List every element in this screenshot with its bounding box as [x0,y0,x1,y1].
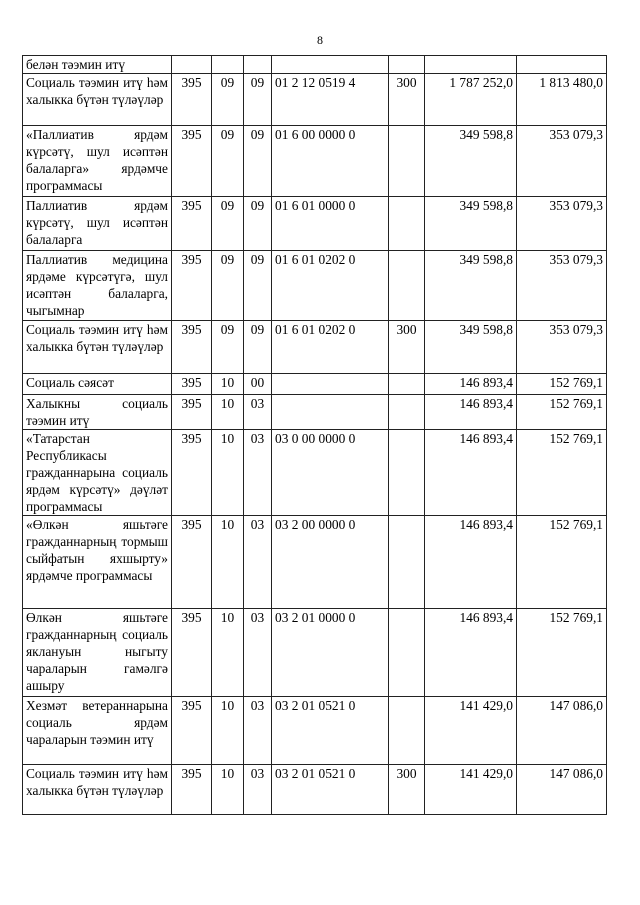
row-name: Паллиатив медицина ярдәме күрсәтүгә, шул исәптән балаларга, чыгымнар [23,251,172,321]
subsection-code: 00 [244,374,272,395]
ministry-code: 395 [172,197,212,251]
amount-year-1: 146 893,4 [425,609,517,697]
table-row [23,516,607,609]
ministry-code: 395 [172,374,212,395]
row-name: Социаль тәэмин итү һәм халыкка бүтән түләүләр [23,321,172,374]
row-name: белән тәэмин итү [23,56,172,74]
target-article-code: 01 2 12 0519 4 [272,74,389,126]
subsection-code: 09 [244,251,272,321]
table-row [23,321,607,374]
target-article-code [272,56,389,74]
subsection-code: 09 [244,126,272,197]
row-name: Паллиатив ярдәм күрсәтү, шул исәптән балаларга [23,197,172,251]
table-row [23,609,607,697]
target-article-code: 01 6 01 0202 0 [272,321,389,374]
ministry-code [172,56,212,74]
section-code: 09 [212,126,244,197]
ministry-code: 395 [172,430,212,516]
table-row [23,765,607,815]
row-name: «Өлкән яшьтәге гражданнарның тормыш сыйфатын яхшырту» ярдәмче программасы [23,516,172,609]
expense-type-code [389,374,425,395]
subsection-code: 09 [244,197,272,251]
row-name: «Татарстан Республикасы гражданнарына социаль ярдәм күрсәтү» дәүләт программасы [23,430,172,516]
expense-type-code [389,697,425,765]
target-article-code [272,374,389,395]
table-row [23,251,607,321]
amount-year-2: 152 769,1 [517,609,607,697]
amount-year-2: 152 769,1 [517,430,607,516]
expense-type-code: 300 [389,321,425,374]
target-article-code [272,395,389,430]
expense-type-code [389,609,425,697]
section-code: 10 [212,516,244,609]
target-article-code: 03 2 01 0521 0 [272,697,389,765]
target-article-code: 03 2 01 0521 0 [272,765,389,815]
amount-year-1: 349 598,8 [425,251,517,321]
target-article-code: 01 6 00 0000 0 [272,126,389,197]
amount-year-1: 141 429,0 [425,697,517,765]
amount-year-2: 353 079,3 [517,251,607,321]
expense-type-code [389,395,425,430]
expense-type-code: 300 [389,74,425,126]
table-row [23,697,607,765]
row-name: Өлкән яшьтәге гражданнарның социаль яклануын ныгыту чараларын гамәлгә ашыру [23,609,172,697]
expense-type-code [389,251,425,321]
section-code: 09 [212,321,244,374]
subsection-code: 09 [244,74,272,126]
target-article-code: 03 2 01 0000 0 [272,609,389,697]
amount-year-1: 1 787 252,0 [425,74,517,126]
table-row [23,395,607,430]
expense-type-code: 300 [389,765,425,815]
budget-table [22,55,607,815]
section-code: 10 [212,609,244,697]
amount-year-1: 146 893,4 [425,430,517,516]
target-article-code: 01 6 01 0202 0 [272,251,389,321]
amount-year-1: 349 598,8 [425,197,517,251]
subsection-code: 03 [244,765,272,815]
amount-year-1: 146 893,4 [425,374,517,395]
subsection-code: 03 [244,430,272,516]
target-article-code: 03 0 00 0000 0 [272,430,389,516]
subsection-code: 09 [244,321,272,374]
amount-year-2: 147 086,0 [517,697,607,765]
subsection-code [244,56,272,74]
row-name: Социаль тәэмин итү һәм халыкка бүтән түләүләр [23,74,172,126]
ministry-code: 395 [172,516,212,609]
ministry-code: 395 [172,251,212,321]
target-article-code: 01 6 01 0000 0 [272,197,389,251]
table-row [23,374,607,395]
subsection-code: 03 [244,697,272,765]
ministry-code: 395 [172,609,212,697]
amount-year-2: 152 769,1 [517,374,607,395]
section-code: 10 [212,697,244,765]
amount-year-2: 353 079,3 [517,126,607,197]
ministry-code: 395 [172,395,212,430]
target-article-code: 03 2 00 0000 0 [272,516,389,609]
amount-year-2: 152 769,1 [517,516,607,609]
row-name: Социаль сәясәт [23,374,172,395]
table-row [23,430,607,516]
subsection-code: 03 [244,609,272,697]
table-row [23,197,607,251]
amount-year-2: 353 079,3 [517,197,607,251]
row-name: Социаль тәэмин итү һәм халыкка бүтән түләүләр [23,765,172,815]
amount-year-2: 152 769,1 [517,395,607,430]
subsection-code: 03 [244,516,272,609]
section-code: 10 [212,374,244,395]
page-number: 8 [317,33,323,47]
expense-type-code [389,516,425,609]
section-code: 10 [212,765,244,815]
table-row [23,74,607,126]
ministry-code: 395 [172,321,212,374]
section-code: 09 [212,74,244,126]
ministry-code: 395 [172,126,212,197]
table-row [23,56,607,74]
section-code: 10 [212,430,244,516]
amount-year-1 [425,56,517,74]
ministry-code: 395 [172,765,212,815]
amount-year-1: 146 893,4 [425,516,517,609]
section-code [212,56,244,74]
section-code: 10 [212,395,244,430]
amount-year-2: 1 813 480,0 [517,74,607,126]
amount-year-1: 349 598,8 [425,321,517,374]
amount-year-2: 353 079,3 [517,321,607,374]
row-name: Халыкны социаль тәэмин итү [23,395,172,430]
expense-type-code [389,197,425,251]
amount-year-1: 141 429,0 [425,765,517,815]
row-name: Хезмәт ветераннарына социаль ярдәм чараларын тәэмин итү [23,697,172,765]
table-row [23,126,607,197]
amount-year-2 [517,56,607,74]
section-code: 09 [212,251,244,321]
expense-type-code [389,430,425,516]
amount-year-1: 349 598,8 [425,126,517,197]
expense-type-code [389,56,425,74]
ministry-code: 395 [172,697,212,765]
subsection-code: 03 [244,395,272,430]
section-code: 09 [212,197,244,251]
amount-year-2: 147 086,0 [517,765,607,815]
expense-type-code [389,126,425,197]
ministry-code: 395 [172,74,212,126]
amount-year-1: 146 893,4 [425,395,517,430]
row-name: «Паллиатив ярдәм күрсәтү, шул исәптән балаларга» ярдәмче программасы [23,126,172,197]
